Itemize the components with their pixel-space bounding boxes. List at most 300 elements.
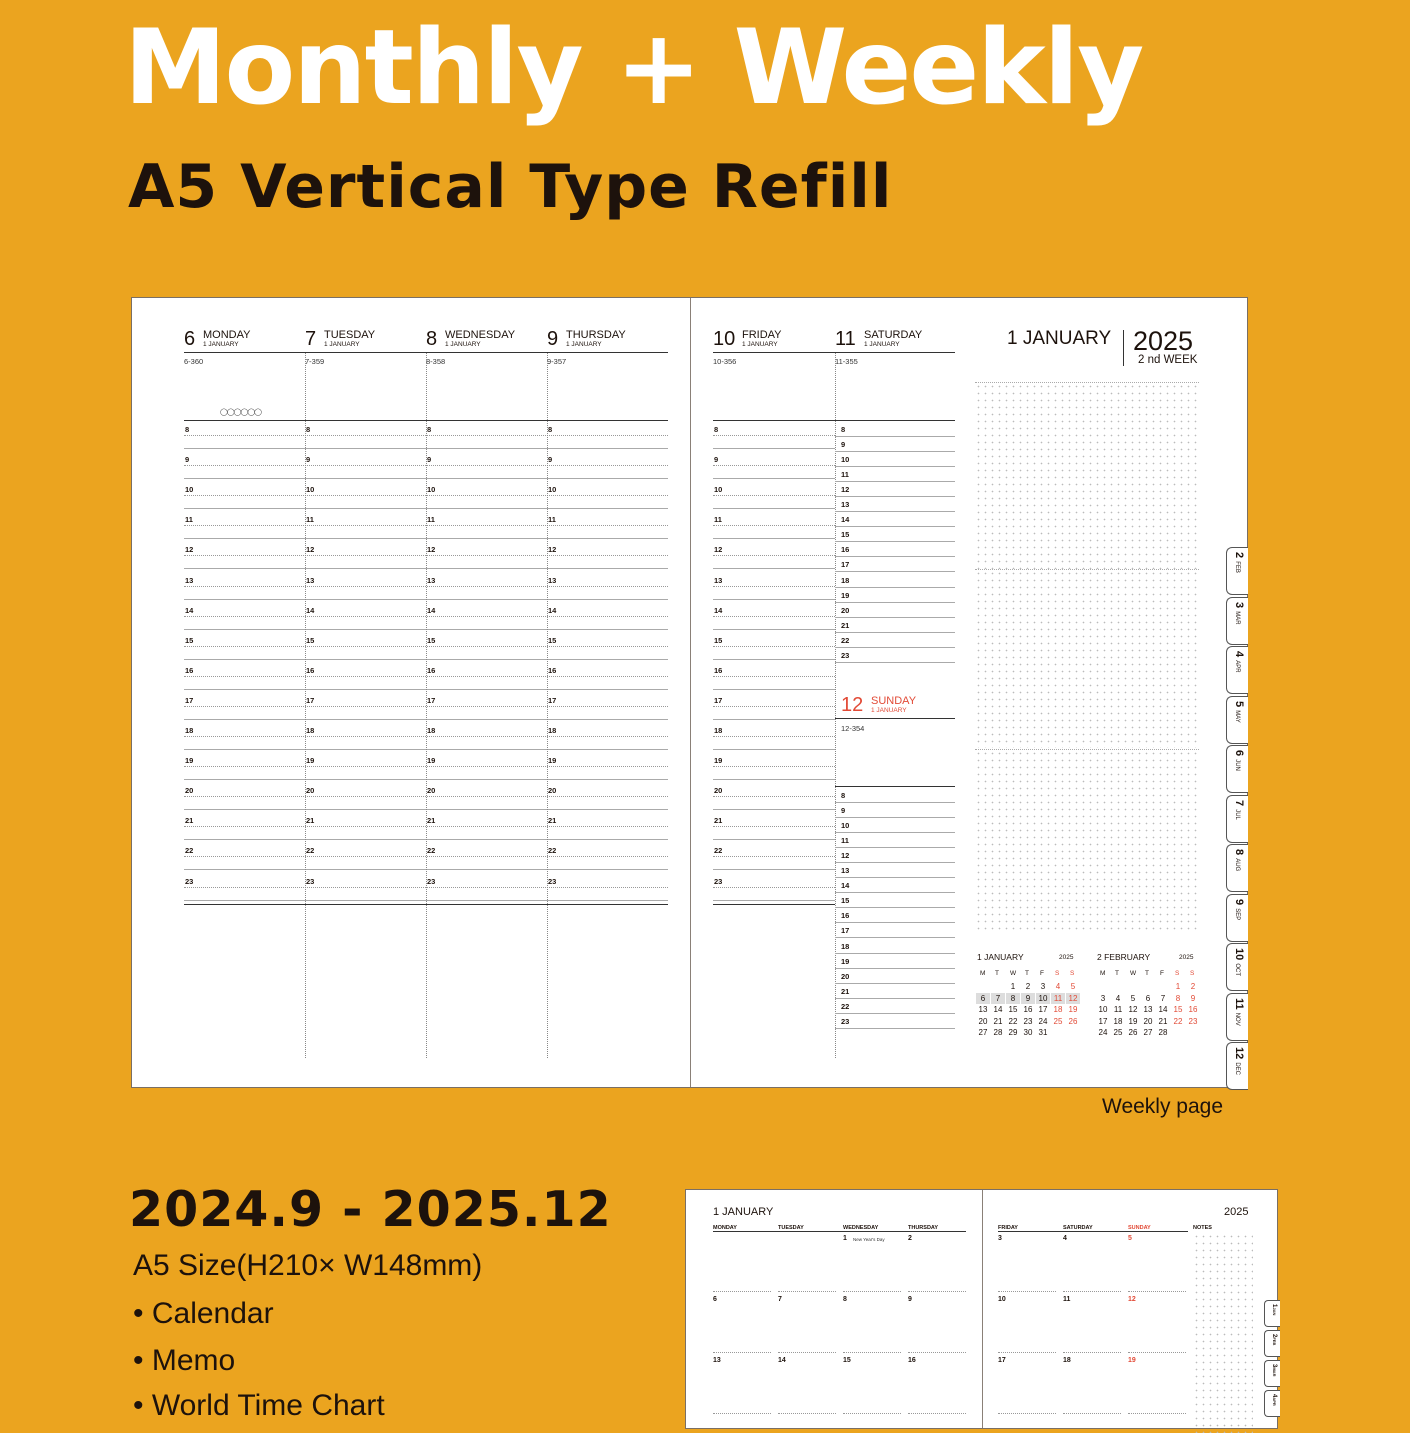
month-tab-label (1271, 1394, 1277, 1406)
dotted-rule (778, 1352, 836, 1353)
weekday-label: W (1130, 970, 1137, 977)
date-number: 3 (998, 1235, 1002, 1242)
weekday-header: SUNDAY (1128, 1225, 1151, 1231)
day-cell: 18 (1053, 1005, 1063, 1014)
dotted-rule (1128, 1413, 1186, 1414)
hour-label: 9 (714, 455, 719, 465)
day-cell: 6 (976, 993, 990, 1005)
date-number: 10 (998, 1296, 1006, 1303)
date-number: 1 (843, 1235, 847, 1242)
hour-rule (835, 922, 955, 923)
date-number: 17 (998, 1357, 1006, 1364)
hour-label: 23 (185, 876, 194, 886)
day-cell: 13 (1143, 1005, 1153, 1014)
weekday-header: SATURDAY (1063, 1225, 1093, 1231)
weekday-header: FRIDAY (998, 1225, 1018, 1231)
month-tab-month: NOV (1234, 1012, 1240, 1026)
month-tab-label (1271, 1304, 1277, 1315)
hour-label: 18 (841, 575, 850, 585)
month-tab-number: 11 (1233, 997, 1245, 1010)
hour-rule (835, 647, 955, 648)
hour-label: 17 (548, 695, 557, 705)
month-tab-month: SEP (1234, 907, 1240, 920)
hour-rule (713, 900, 835, 901)
month-tab-number: 8 (1233, 849, 1245, 856)
month-tab[interactable] (1226, 745, 1248, 793)
date-number: 14 (778, 1357, 786, 1364)
day-cell: 30 (1023, 1028, 1033, 1037)
hour-rule (713, 538, 835, 539)
dotted-rule (713, 586, 835, 587)
day-cell: 16 (1023, 1005, 1033, 1014)
hour-rule (713, 779, 835, 780)
day-cell: 25 (1053, 1016, 1063, 1026)
hour-label: 23 (841, 650, 850, 660)
month-tab[interactable] (1264, 1300, 1280, 1327)
hour-label: 14 (841, 515, 850, 525)
hour-label: 13 (185, 575, 194, 585)
hour-label: 23 (427, 876, 436, 886)
day-cell: 16 (1188, 1005, 1198, 1014)
hour-label: 16 (548, 665, 557, 675)
hour-label: 22 (306, 846, 315, 856)
monthly-year: 2025 (1224, 1206, 1249, 1218)
day-cell: 11 (1051, 993, 1065, 1005)
hour-label: 12 (185, 545, 194, 555)
hour-label: 12 (841, 485, 850, 495)
notes-dot-grid (1193, 1233, 1253, 1433)
weekday-label: T (1025, 970, 1029, 977)
day-month: 1 JANUARY (864, 341, 900, 348)
dotted-rule (713, 676, 835, 677)
date-number: 4 (1063, 1235, 1067, 1242)
day-cell: 13 (978, 1005, 988, 1014)
column-divider (305, 353, 306, 1058)
hour-label: 11 (841, 836, 849, 846)
month-tab[interactable] (1226, 993, 1248, 1041)
hour-rule (713, 839, 835, 840)
hour-label: 16 (841, 545, 850, 555)
hour-rule (713, 809, 835, 810)
month-tab-number: 7 (1233, 799, 1245, 806)
month-tab[interactable] (1226, 795, 1248, 843)
page-title: Monthly + Weekly (124, 8, 1143, 128)
hour-rule (835, 632, 955, 633)
hour-label: 8 (427, 425, 432, 434)
hour-label: 17 (306, 695, 315, 705)
hour-label: 16 (306, 665, 315, 675)
day-cell: 23 (1188, 1016, 1198, 1026)
dotted-rule (778, 1413, 836, 1414)
month-tab-label (1271, 1364, 1277, 1376)
hour-label: 20 (714, 786, 723, 796)
date-number: 16 (908, 1357, 916, 1364)
month-tab-number: 1 (1271, 1304, 1277, 1308)
hour-label: 22 (714, 846, 723, 856)
hour-rule (835, 786, 955, 787)
hour-label: 12 (714, 545, 723, 555)
hour-label: 11 (306, 515, 314, 525)
hour-label: 19 (714, 756, 723, 766)
day-cell: 24 (1038, 1016, 1048, 1026)
dotted-rule (1063, 1413, 1121, 1414)
month-tab[interactable] (1264, 1390, 1280, 1417)
hour-label: 17 (841, 560, 850, 570)
dotted-rule (843, 1291, 901, 1292)
hour-rule (835, 817, 955, 818)
date-number: 2 (908, 1235, 912, 1242)
hour-rule (713, 568, 835, 569)
mini-calendar-year: 2025 (1179, 954, 1194, 961)
hour-label: 8 (841, 425, 846, 434)
hour-rule (835, 983, 955, 984)
hour-label: 10 (548, 485, 557, 495)
day-cell: 17 (1038, 1005, 1048, 1014)
hour-label: 22 (841, 1001, 850, 1011)
dotted-rule (713, 1291, 771, 1292)
day-cell: 7 (991, 993, 1005, 1005)
day-count: 9-357 (547, 357, 567, 366)
day-month: 1 JANUARY (324, 341, 360, 348)
hour-rule (835, 496, 955, 497)
month-tab-number: 12 (1233, 1047, 1245, 1060)
hour-label: 8 (714, 425, 719, 434)
date-range: 2024.9 - 2025.12 (129, 1181, 612, 1238)
date-number: 12 (1128, 1296, 1136, 1303)
dotted-rule (713, 736, 835, 737)
hour-label: 19 (306, 756, 315, 766)
hour-label: 10 (841, 821, 850, 831)
dotted-rule (713, 1352, 771, 1353)
divider (1123, 330, 1124, 366)
hour-label: 8 (548, 425, 553, 434)
header-rule (305, 352, 426, 353)
day-name: WEDNESDAY (445, 329, 516, 341)
day-cell: 4 (1055, 982, 1061, 991)
hour-label: 19 (185, 756, 194, 766)
month-tab[interactable] (1226, 943, 1248, 991)
month-tab-number: 9 (1233, 898, 1245, 905)
header-rule (426, 352, 547, 353)
day-header (184, 328, 305, 350)
hour-label: 19 (427, 756, 436, 766)
notes-dot-grid (975, 749, 1199, 932)
day-name: TUESDAY (324, 329, 376, 341)
day-count: 10-356 (713, 357, 737, 366)
hour-rule (713, 508, 835, 509)
month-tab-label (1233, 602, 1245, 625)
dotted-rule (1128, 1291, 1186, 1292)
dotted-rule (713, 706, 835, 707)
day-header (841, 694, 955, 716)
month-tab[interactable] (1226, 547, 1248, 595)
day-cell: 14 (1158, 1005, 1168, 1014)
dotted-rule (713, 796, 835, 797)
month-tab-number: 6 (1233, 750, 1245, 757)
hour-rule (835, 541, 955, 542)
day-number: 12 (841, 694, 864, 716)
hour-rule (713, 420, 835, 421)
hour-rule (835, 847, 955, 848)
header-rule (547, 352, 668, 353)
day-cell: 26 (1068, 1016, 1078, 1026)
month-tab-month: JAN (1272, 1307, 1277, 1316)
hour-rule (835, 526, 955, 527)
hour-label: 23 (841, 1016, 850, 1026)
hour-rule (835, 907, 955, 908)
day-number: 9 (547, 328, 559, 350)
hour-label: 15 (714, 635, 723, 645)
date-number: 19 (1128, 1357, 1136, 1364)
day-cell: 25 (1113, 1028, 1123, 1037)
dotted-rule (908, 1413, 966, 1414)
date-number: 6 (713, 1296, 717, 1303)
month-tab-label (1233, 998, 1245, 1026)
month-tab-number: 3 (1271, 1364, 1277, 1368)
hour-label: 21 (427, 816, 436, 826)
dotted-rule (1063, 1291, 1121, 1292)
hour-label: 13 (548, 575, 557, 585)
hour-label: 22 (185, 846, 194, 856)
hour-label: 18 (548, 726, 557, 735)
day-number: 6 (184, 328, 196, 350)
hour-label: 15 (841, 530, 850, 540)
hour-rule (713, 629, 835, 630)
hour-label: 10 (427, 485, 436, 495)
day-cell: 1 (1010, 982, 1016, 991)
month-tab-month: JUL (1234, 808, 1240, 820)
dotted-rule (1128, 1352, 1186, 1353)
day-cell: 9 (1021, 993, 1035, 1005)
day-cell: 20 (978, 1016, 988, 1026)
day-cell: 17 (1098, 1016, 1108, 1026)
month-tab[interactable] (1226, 844, 1248, 892)
mini-calendar (977, 952, 1087, 1042)
week-month-title: 1 JANUARY (1007, 328, 1112, 349)
day-cell: 10 (1098, 1005, 1108, 1014)
dotted-rule (713, 766, 835, 767)
day-cell: 15 (1173, 1005, 1183, 1014)
hour-rule (835, 556, 955, 557)
dotted-rule (713, 525, 835, 526)
hour-label: 15 (185, 635, 194, 645)
weekday-label: F (1160, 970, 1164, 977)
dotted-rule (713, 435, 835, 436)
month-tab-label (1233, 651, 1245, 673)
date-number: 8 (843, 1296, 847, 1303)
month-tab-label (1271, 1334, 1277, 1345)
weekday-label: T (1145, 970, 1149, 977)
hour-rule (835, 877, 955, 878)
hour-rule (835, 862, 955, 863)
hour-label: 9 (185, 455, 190, 465)
day-cell: 18 (1113, 1016, 1123, 1026)
hour-label: 23 (306, 876, 315, 886)
hour-rule (835, 1028, 955, 1029)
hour-label: 13 (306, 575, 315, 585)
weekday-label: M (980, 970, 986, 977)
day-header (305, 328, 426, 350)
weekday-header: NOTES (1193, 1225, 1212, 1231)
hour-label: 17 (185, 695, 194, 705)
day-cell: 12 (1128, 1005, 1138, 1014)
hour-rule (835, 662, 955, 663)
hour-rule (713, 659, 835, 660)
date-number: 9 (908, 1296, 912, 1303)
hour-label: 14 (427, 605, 436, 615)
hour-label: 17 (427, 695, 436, 705)
day-cell: 19 (1128, 1016, 1138, 1026)
month-tab[interactable] (1226, 696, 1248, 744)
hour-label: 20 (548, 786, 557, 796)
hour-label: 18 (714, 726, 723, 735)
hour-rule (713, 869, 835, 870)
weekday-label: S (1175, 970, 1180, 977)
dotted-rule (998, 1352, 1056, 1353)
day-cell: 5 (1130, 993, 1136, 1003)
hour-rule (713, 689, 835, 690)
date-number: 5 (1128, 1235, 1132, 1242)
holiday-label: New Year's Day (853, 1237, 885, 1242)
hour-rule (835, 602, 955, 603)
hour-label: 8 (185, 425, 190, 434)
date-number: 7 (778, 1296, 782, 1303)
month-tab[interactable] (1226, 1042, 1248, 1090)
month-tab-number: 3 (1233, 601, 1245, 608)
hour-label: 10 (714, 485, 723, 495)
hour-rule (835, 802, 955, 803)
day-month: 1 JANUARY (742, 341, 778, 348)
hour-rule (835, 511, 955, 512)
day-cell: 7 (1160, 993, 1166, 1003)
day-header (713, 328, 835, 350)
mini-calendar (1097, 952, 1207, 1042)
hour-rule (835, 617, 955, 618)
hour-rule (713, 599, 835, 600)
spec-size: A5 Size(H210× W148mm) (133, 1249, 483, 1282)
dotted-rule (713, 856, 835, 857)
month-tab-month: AUG (1234, 858, 1240, 872)
hour-rule (835, 1013, 955, 1014)
month-tab-month: OCT (1234, 963, 1240, 976)
hour-label: 11 (714, 515, 722, 525)
planner-spine (690, 298, 691, 1087)
dotted-rule (713, 465, 835, 466)
hour-label: 9 (841, 440, 846, 450)
spec-item: • Calendar (133, 1297, 274, 1330)
month-tab-month: DEC (1234, 1062, 1240, 1075)
month-tab-month: JUN (1234, 759, 1240, 771)
dotted-rule (908, 1291, 966, 1292)
day-month: 1 JANUARY (203, 341, 239, 348)
hour-label: 13 (841, 866, 850, 876)
hour-label: 22 (427, 846, 436, 856)
day-cell: 19 (1068, 1005, 1078, 1014)
hour-label: 13 (427, 575, 436, 585)
dotted-rule (908, 1352, 966, 1353)
hour-label: 19 (841, 956, 850, 966)
column-divider (547, 353, 548, 1058)
hour-rule (835, 968, 955, 969)
hour-label: 12 (306, 545, 315, 555)
hour-label: 19 (548, 756, 557, 766)
hour-label: 17 (714, 695, 723, 705)
hour-label: 17 (841, 926, 850, 936)
weekday-label: S (1070, 970, 1075, 977)
hour-label: 14 (306, 605, 315, 615)
day-cell: 10 (1036, 993, 1050, 1005)
month-tab[interactable] (1226, 646, 1248, 694)
day-name: MONDAY (203, 329, 251, 341)
hour-label: 21 (714, 816, 723, 826)
column-divider (426, 353, 427, 1058)
hour-label: 15 (306, 635, 315, 645)
weekday-header: MONDAY (713, 1225, 737, 1231)
date-number: 13 (713, 1357, 721, 1364)
hour-label: 11 (841, 470, 849, 480)
hour-label: 14 (185, 605, 194, 615)
day-cell: 21 (993, 1016, 1003, 1026)
hour-label: 11 (185, 515, 193, 525)
weekday-header: THURSDAY (908, 1225, 939, 1231)
day-month: 1 JANUARY (445, 341, 481, 348)
month-tab[interactable] (1226, 597, 1248, 645)
dotted-rule (713, 495, 835, 496)
notes-dot-grid (975, 569, 1199, 748)
day-cell: 15 (1008, 1005, 1018, 1014)
hour-rule (835, 832, 955, 833)
hour-label: 18 (427, 726, 436, 735)
day-number: 10 (713, 328, 736, 350)
hour-label: 13 (841, 500, 850, 510)
hour-label: 15 (548, 635, 557, 645)
hour-label: 10 (306, 485, 315, 495)
hour-rule (835, 998, 955, 999)
header-rule (998, 1231, 1188, 1232)
header-rule (835, 718, 955, 719)
month-tab-label (1233, 899, 1245, 920)
day-cell: 14 (993, 1005, 1003, 1014)
month-tab-number: 4 (1233, 651, 1245, 658)
dotted-rule (713, 616, 835, 617)
dotted-rule (713, 646, 835, 647)
hour-rule (835, 571, 955, 572)
hour-label: 16 (714, 665, 723, 675)
hour-rule (835, 420, 955, 421)
hour-label: 11 (427, 515, 435, 525)
hour-rule (835, 451, 955, 452)
day-header (547, 328, 668, 350)
day-cell: 3 (1040, 982, 1046, 991)
dotted-rule (843, 1413, 901, 1414)
hour-label: 21 (185, 816, 194, 826)
month-tab[interactable] (1226, 894, 1248, 942)
day-cell: 9 (1190, 993, 1196, 1003)
monthly-title: 1 JANUARY (713, 1206, 774, 1218)
hour-rule (713, 478, 835, 479)
dotted-rule (1063, 1352, 1121, 1353)
month-tab[interactable] (1264, 1330, 1280, 1357)
weekday-label: F (1040, 970, 1044, 977)
month-tab[interactable] (1264, 1360, 1280, 1387)
weekday-label: T (1115, 970, 1119, 977)
weekday-label: W (1010, 970, 1017, 977)
hour-label: 20 (306, 786, 315, 796)
hour-label: 21 (548, 816, 557, 826)
hour-label: 15 (427, 635, 436, 645)
day-name: THURSDAY (566, 329, 626, 341)
planner-spine (982, 1190, 983, 1428)
